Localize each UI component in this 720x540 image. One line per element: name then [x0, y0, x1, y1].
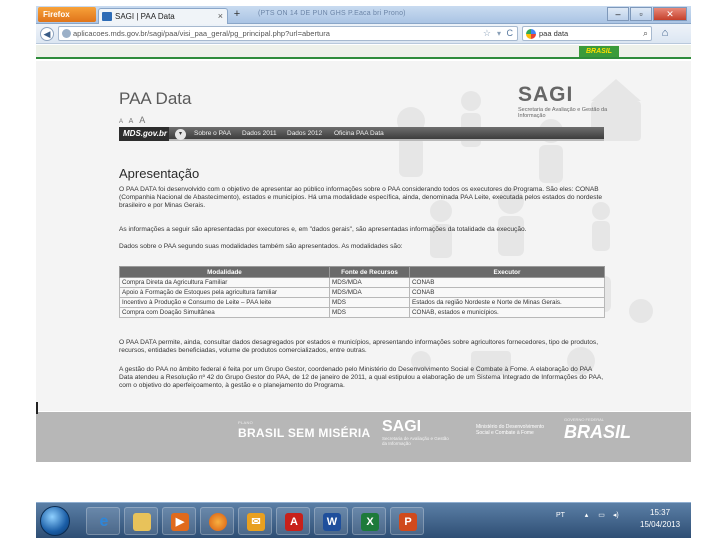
mds-logo[interactable]: MDS.gov.br — [119, 127, 169, 141]
network-icon[interactable]: ▭ — [598, 512, 605, 519]
section-title: Apresentação — [119, 166, 200, 181]
home-icon[interactable]: ⌂ — [661, 27, 669, 39]
new-tab-button[interactable]: + — [233, 8, 241, 20]
footer-sagi-logo[interactable] — [382, 418, 452, 446]
table-cell: MDS/MDA — [330, 288, 410, 298]
governo-federal-logo[interactable] — [564, 417, 631, 443]
brasil-sem-miseria-logo[interactable] — [238, 420, 371, 440]
table-cell: MDS/MDA — [330, 278, 410, 288]
search-icon[interactable]: ⌕ — [642, 28, 648, 38]
content-column — [114, 61, 609, 411]
google-icon — [526, 29, 536, 39]
word-icon: W — [323, 513, 341, 531]
navigation-bar — [36, 24, 691, 44]
firefox-icon — [209, 513, 227, 531]
maximize-button[interactable]: ▫ — [630, 7, 652, 21]
taskbar-explorer[interactable] — [124, 507, 158, 535]
paragraph-executors: As informações a seguir são apresentadas por executores e, em "dados gerais", são apresentadas informações da totalidade da execução. — [119, 226, 527, 233]
powerpoint-icon: P — [399, 513, 417, 531]
brasil-sem-miseria-kicker: PLANO — [238, 420, 254, 425]
system-clock[interactable] — [640, 507, 680, 531]
table-cell: Apoio à Formação de Estoques pela agricultura familiar — [120, 288, 330, 298]
table-row — [120, 278, 605, 288]
minimize-button[interactable]: – — [607, 7, 629, 21]
tab-title: SAGI | PAA Data — [115, 12, 175, 21]
taskbar-word[interactable] — [314, 507, 348, 535]
font-increase-button[interactable]: A — [139, 115, 146, 125]
paragraph-modalities: Dados sobre o PAA segundo suas modalidades também são apresentados. As modalidades são: — [119, 243, 403, 250]
language-indicator[interactable]: PT — [556, 512, 565, 519]
menu-item-sobre[interactable]: Sobre o PAA — [194, 130, 232, 137]
taskbar-excel[interactable] — [352, 507, 386, 535]
browser-window — [36, 6, 691, 538]
table-cell: CONAB — [410, 288, 605, 298]
font-decrease-button[interactable]: A — [119, 119, 124, 125]
table-cell: CONAB — [410, 278, 605, 288]
paragraph-management: A gestão do PAA no âmbito federal é feita por um Grupo Gestor, coordenado pelo Ministério do Desenvolvimento Social e Combate à Fome. A elaboração do PAA Data atendeu a Resolução nº 42 do Grupo Gestor do PAA, de 12 de janeiro de 2011, a qual estipulou a elaboração de um Sistema Integrado de Informações do PAA, com o objetivo do aperfeiçoamento, à gestão e o planejamento do Programa. — [119, 366, 604, 389]
sagi-logo[interactable] — [518, 83, 618, 119]
paragraph-consult: O PAA DATA permite, ainda, consultar dados desagregados por estados e municípios, apresentando informações sobre agricultores fornecedores, tipo de produtos, recursos, entidades beneficiadas, volume de produtos comercializados, entre outras. — [119, 339, 599, 354]
menu-item-oficina[interactable]: Oficina PAA Data — [334, 130, 384, 137]
sagi-logo-name: SAGI — [518, 83, 574, 106]
reload-icon[interactable]: C — [506, 28, 513, 38]
table-header-row — [120, 267, 605, 278]
tab-sagi-paa-data[interactable] — [98, 8, 228, 24]
table-row — [120, 298, 605, 308]
volume-icon[interactable]: ◂) — [612, 512, 619, 519]
paragraph-intro: O PAA DATA foi desenvolvido com o objetivo de apresentar ao público informações sobre o PAA considerando todos os executores do Programa. São eles: CONAB (Companhia Nacional de Abastecimento), estados e municípios. Há uma modalidade específica, ainda, denominada PAA Leite, executada pelos estados do nordeste brasileiro e por Minas Gerais. — [119, 186, 602, 209]
excel-icon: X — [361, 513, 379, 531]
page-title: PAA Data — [119, 89, 192, 108]
tab-close-icon[interactable]: × — [217, 11, 223, 21]
menu-home-icon[interactable]: ▾ — [175, 129, 186, 140]
table-cell: MDS — [330, 308, 410, 318]
table-row — [120, 288, 605, 298]
table-cell: Compra com Doação Simultânea — [120, 308, 330, 318]
taskbar-outlook[interactable] — [238, 507, 272, 535]
windows-taskbar — [36, 502, 691, 538]
taskbar-powerpoint[interactable] — [390, 507, 424, 535]
folder-icon — [133, 513, 151, 531]
taskbar-ie[interactable] — [86, 507, 120, 535]
start-button[interactable] — [40, 506, 70, 536]
table-cell: CONAB, estados e municípios. — [410, 308, 605, 318]
table-cell: Incentivo à Produção e Consumo de Leite – PAA leite — [120, 298, 330, 308]
footer-sagi-subtitle: Secretaria de Avaliação e Gestão da Informação — [382, 436, 449, 446]
font-reset-button[interactable]: A — [128, 118, 134, 125]
search-value: paa data — [539, 29, 569, 38]
table-cell: MDS — [330, 298, 410, 308]
acrobat-icon: A — [285, 513, 303, 531]
address-bar[interactable] — [58, 26, 518, 41]
page-content — [36, 61, 691, 411]
column-header: Executor — [410, 267, 605, 278]
sagi-favicon-icon — [102, 12, 112, 21]
media-player-icon: ▶ — [171, 513, 189, 531]
font-size-controls — [119, 115, 149, 125]
system-tray — [556, 511, 619, 519]
menu-item-dados-2011[interactable]: Dados 2011 — [242, 130, 277, 137]
bookmark-star-icon[interactable]: ☆ — [482, 28, 491, 38]
ministry-logo[interactable]: Ministério do Desenvolvimento Social e Combate à Fome — [476, 424, 545, 436]
main-menu — [119, 127, 604, 141]
taskbar-acrobat[interactable] — [276, 507, 310, 535]
brasil-gov-logo[interactable]: BRASIL — [579, 46, 619, 57]
governo-federal-kicker: GOVERNO FEDERAL — [564, 417, 605, 422]
title-text: (PTS ON 14 DE PUN GHS P.Eaca bri Prono) — [258, 10, 406, 17]
internet-explorer-icon: e — [99, 513, 109, 530]
clock-time: 15:37 — [650, 508, 671, 517]
taskbar-firefox[interactable] — [200, 507, 234, 535]
table-row — [120, 308, 605, 318]
governo-federal-text: BRASIL — [564, 422, 631, 442]
search-input[interactable] — [522, 26, 652, 41]
back-arrow-icon[interactable]: ◀ — [40, 27, 54, 41]
clock-date: 15/04/2013 — [640, 520, 681, 529]
gov-top-bar — [36, 45, 691, 59]
dropdown-arrow-icon[interactable]: ▾ — [496, 29, 501, 38]
table-cell: Estados da região Nordeste e Norte de Minas Gerais. — [410, 298, 605, 308]
footer-sagi-name: SAGI — [382, 418, 422, 435]
title-bar — [36, 6, 691, 24]
brasil-sem-miseria-text: BRASIL SEM MISÉRIA — [238, 426, 371, 440]
cursor-mark — [36, 402, 38, 414]
close-window-button[interactable]: ✕ — [653, 7, 687, 21]
menu-item-dados-2012[interactable]: Dados 2012 — [287, 130, 323, 137]
sagi-logo-subtitle: Secretaria de Avaliação e Gestão da Informação — [518, 107, 608, 119]
table-cell: Compra Direta da Agricultura Familiar — [120, 278, 330, 288]
page-footer — [36, 412, 691, 462]
tray-arrow-icon[interactable]: ▴ — [584, 512, 589, 519]
url-text: aplicacoes.mds.gov.br/sagi/paa/visi_paa_geral/pg_principal.php?url=abertura — [73, 29, 330, 38]
column-header: Fonte de Recursos — [330, 267, 410, 278]
outlook-icon: ✉ — [247, 513, 265, 531]
taskbar-media-player[interactable] — [162, 507, 196, 535]
firefox-menu-button[interactable]: Firefox — [38, 7, 96, 22]
column-header: Modalidade — [120, 267, 330, 278]
site-identity-icon[interactable] — [62, 29, 71, 38]
modalities-table — [119, 266, 605, 318]
